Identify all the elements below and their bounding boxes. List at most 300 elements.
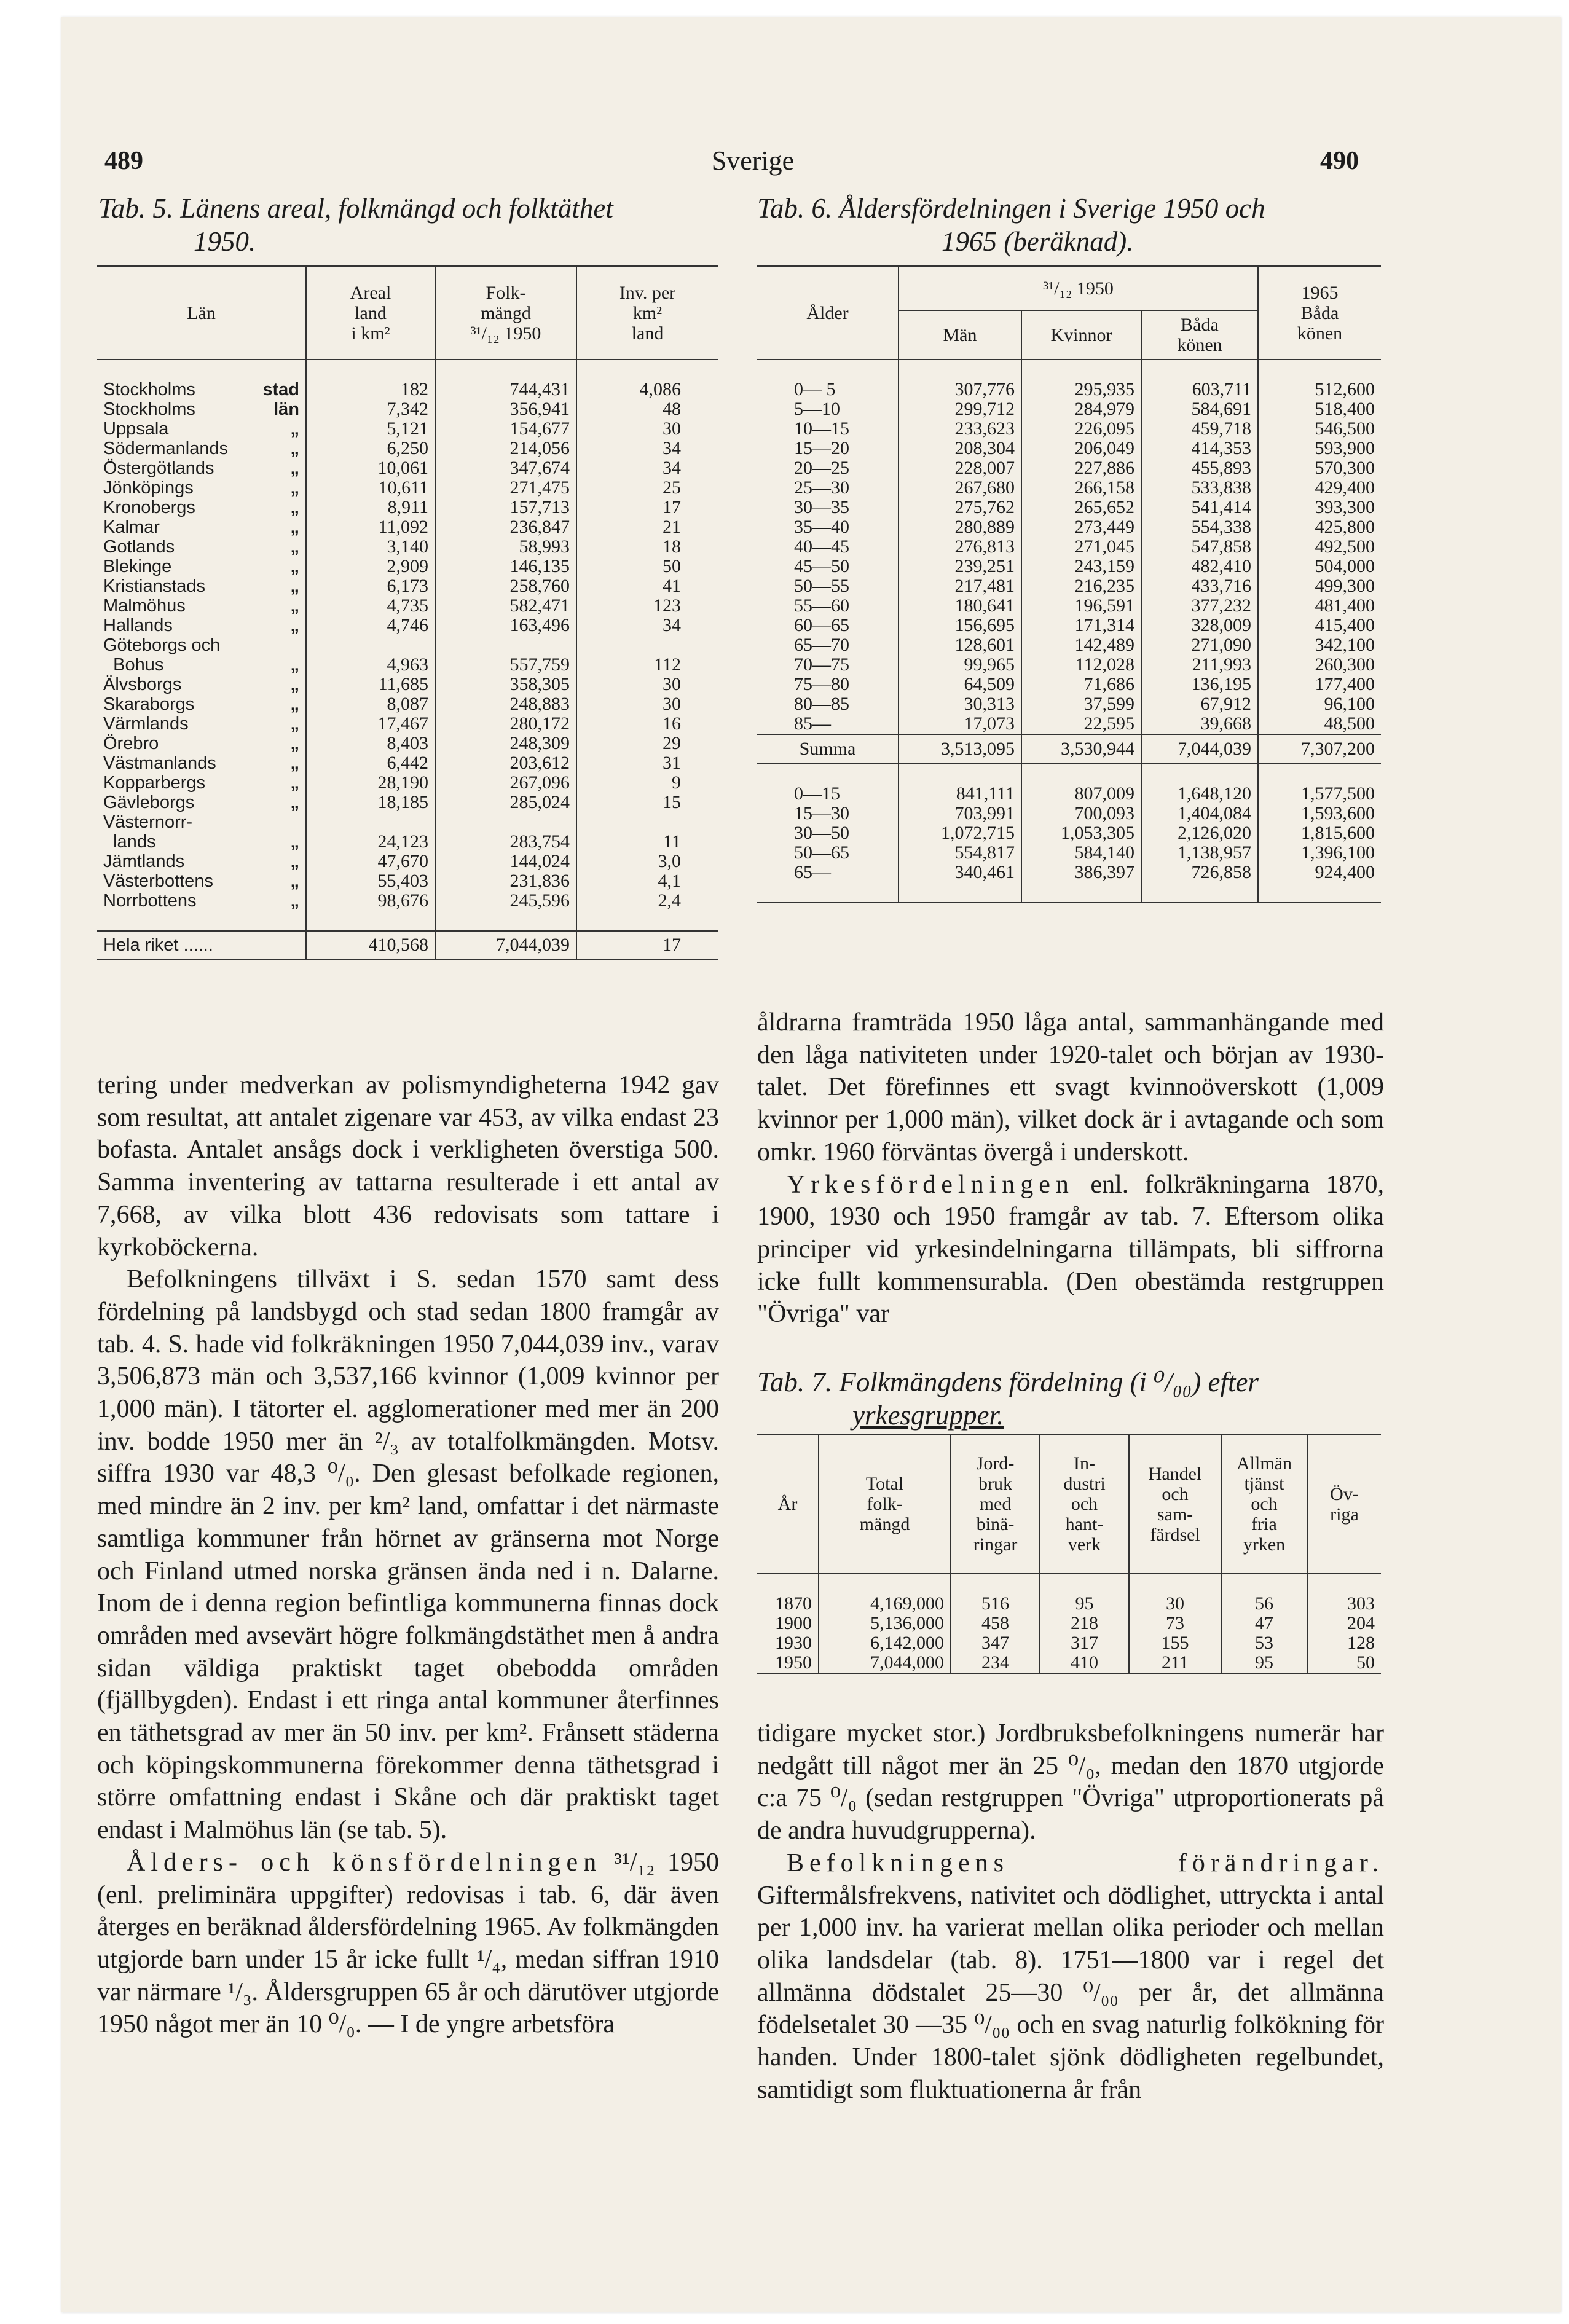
- tab5-inv: 9: [672, 772, 681, 793]
- tab5-lan-cell: [97, 655, 306, 675]
- tab5-inv: 30: [663, 674, 681, 694]
- text-right-top: [757, 1007, 1384, 1330]
- tab5-inv: 50: [663, 556, 681, 576]
- tab5-folk: 356,941: [435, 399, 576, 419]
- tab6-age: 25—30: [757, 478, 899, 498]
- tab5-lan-name: Stockholms: [103, 380, 195, 399]
- tab6-1965: 499,300: [1315, 576, 1375, 596]
- tab6-man: 275,762: [899, 498, 1021, 517]
- tab7-ovriga: 204: [1347, 1613, 1375, 1633]
- tab5-folk: 285,024: [435, 793, 576, 812]
- tab6-row: [757, 714, 1381, 734]
- tab5-caption-line2: 1950.: [194, 226, 256, 257]
- tab5-inv: 31: [663, 753, 681, 773]
- tab6-bada: 547,858: [1141, 537, 1258, 557]
- tab5-lan-qualifier: „: [290, 852, 299, 871]
- tab5-areal: 10,061: [306, 458, 435, 478]
- tab7-header-jordbruk: Jord- bruk med binä- ringar: [951, 1434, 1040, 1574]
- tab6-row: [757, 694, 1381, 714]
- tab5-total-inv: 17: [663, 935, 681, 955]
- paragraph: Yrkesfördelningen enl. folkräkningarna 1870, 1900, 1930 och 1950 framgår av tab. 7. Eftersom olika principer vid yrkesindelningarna tillämpats, bli siffrorna icke fullt kommensurabla. (Den obestämda restgruppen "Övriga" var: [757, 1170, 1384, 1329]
- tab6-group-row: [757, 863, 1381, 882]
- tab6-1965: 492,500: [1315, 536, 1375, 557]
- tab5-row: [97, 832, 718, 852]
- tab6-row: [757, 616, 1381, 635]
- tab6-bada: 136,195: [1141, 675, 1258, 694]
- tab7-total: 7,044,000: [819, 1653, 951, 1673]
- tab5-row: [97, 616, 718, 635]
- tab5-lan-cell: [97, 832, 306, 852]
- tab5-lan-name: Norrbottens: [103, 891, 197, 911]
- tab6-age: 40—45: [757, 537, 899, 557]
- tab6-man: 554,817: [899, 843, 1021, 863]
- tab6-kvinnor: 142,489: [1021, 635, 1141, 655]
- tab5-lan-name: Kalmar: [103, 517, 160, 537]
- tab5-lan-cell: [97, 714, 306, 734]
- tab5-folk: 358,305: [435, 675, 576, 694]
- tab5-inv: 123: [653, 595, 681, 616]
- tab6-age: 75—80: [757, 675, 899, 694]
- tab5-folk: 744,431: [435, 380, 576, 399]
- tab6-kvinnor: 22,595: [1021, 714, 1141, 734]
- tab7-row: [757, 1633, 1381, 1653]
- tab6-age: 0—15: [757, 784, 899, 804]
- tab5-lan-qualifier: „: [290, 557, 299, 576]
- tab6-kvinnor: 284,979: [1021, 399, 1141, 419]
- tab7-header-handel: Handel och sam- färdsel: [1129, 1434, 1221, 1574]
- tab5-lan-qualifier: län: [273, 399, 299, 419]
- tab5-inv: 17: [663, 497, 681, 517]
- tab6-kvinnor: 807,009: [1021, 784, 1141, 804]
- tab5-row: [97, 537, 718, 557]
- tab5-folk: 280,172: [435, 714, 576, 734]
- tab6-kvinnor: 226,095: [1021, 419, 1141, 439]
- tab6-age: 30—50: [757, 823, 899, 843]
- tab6-man: 280,889: [899, 517, 1021, 537]
- tab5-folk: 231,836: [435, 871, 576, 891]
- tab5-lan-qualifier: „: [290, 655, 299, 675]
- tab6-man: 156,695: [899, 616, 1021, 635]
- tab6-1965: 415,400: [1315, 615, 1375, 635]
- tab5-areal: 182: [306, 380, 435, 399]
- tab6-bada: 533,838: [1141, 478, 1258, 498]
- tab5-inv: 48: [663, 399, 681, 419]
- tab6-group-row: [757, 843, 1381, 863]
- tab5-lan-name: Malmöhus: [103, 596, 186, 616]
- paragraph: åldrarna framträda 1950 låga antal, sammanhängande med den låga nativiteten under 1920-talet och början av 1930-talet. Det förefinnes ett svagt kvinnoöverskott (1,009 kvinnor per 1,000 män), vilket dock är i avtagande och som omkr. 1960 förväntas övergå i underskott.: [757, 1008, 1384, 1166]
- tab6-age: 0— 5: [757, 380, 899, 399]
- tab5-areal: 8,403: [306, 734, 435, 753]
- tab5-areal: [306, 635, 435, 655]
- tab6-row: [757, 655, 1381, 675]
- tab6-row: [757, 537, 1381, 557]
- tab6-man: 180,641: [899, 596, 1021, 616]
- tab5-lan-name: Södermanlands: [103, 439, 229, 458]
- tab6-age: 65—: [757, 863, 899, 882]
- tab5-lan-cell: [97, 458, 306, 478]
- tab6-bada: 67,912: [1141, 694, 1258, 714]
- tab6-row: [757, 498, 1381, 517]
- tab5-row: [97, 517, 718, 537]
- tab6-bada: 433,716: [1141, 576, 1258, 596]
- tab5-lan-qualifier: „: [290, 419, 299, 439]
- tab5-total-folk: 7,044,039: [435, 931, 576, 959]
- tab5-row: [97, 576, 718, 596]
- tab5-inv: 30: [663, 694, 681, 714]
- tab6-1965: 518,400: [1315, 399, 1375, 419]
- tab7-industri: 317: [1040, 1633, 1129, 1653]
- tab5-caption: [98, 192, 762, 258]
- tab5-lan-name: Västerbottens: [103, 871, 213, 891]
- tab5-folk: 144,024: [435, 852, 576, 871]
- tab5-inv: 18: [663, 536, 681, 557]
- tab6-age: 10—15: [757, 419, 899, 439]
- tab5-row: [97, 380, 718, 399]
- tab5-lan-cell: [97, 596, 306, 616]
- tab7-header-total: Total folk- mängd: [819, 1434, 951, 1574]
- tab5-lan-cell: [97, 734, 306, 753]
- tab6-bada: 414,353: [1141, 439, 1258, 458]
- tab5-areal: 28,190: [306, 773, 435, 793]
- tab5-row: [97, 734, 718, 753]
- tab5-lan-cell: [97, 399, 306, 419]
- tab7-handel: 73: [1129, 1614, 1221, 1633]
- tab5-inv: 29: [663, 733, 681, 753]
- tab6-header-kvinnor: Kvinnor: [1021, 310, 1141, 359]
- tab6-1965: 481,400: [1315, 595, 1375, 616]
- tab5-areal: [306, 812, 435, 832]
- tab5-lan-cell: [97, 380, 306, 399]
- tab5-row: [97, 419, 718, 439]
- tab5-lan-qualifier: „: [290, 753, 299, 773]
- tab6-1965: 393,300: [1315, 497, 1375, 517]
- tab5-folk: 214,056: [435, 439, 576, 458]
- tab5-areal: 2,909: [306, 557, 435, 576]
- tab6-header-1950: ³¹/₁₂ 1950: [899, 266, 1258, 310]
- tab6-man: 17,073: [899, 714, 1021, 734]
- tab5-lan-qualifier: „: [290, 439, 299, 458]
- tab5-lan-name: Västmanlands: [103, 753, 216, 773]
- tab6-man: 276,813: [899, 537, 1021, 557]
- tab5-lan-name: Gävleborgs: [103, 793, 195, 812]
- tab5-row: [97, 852, 718, 871]
- tab6-row: [757, 478, 1381, 498]
- tab5-areal: 6,250: [306, 439, 435, 458]
- tab7-ar: 1870: [757, 1594, 819, 1614]
- tab5-lan-name: Skaraborgs: [103, 694, 195, 714]
- tab5-areal: 7,342: [306, 399, 435, 419]
- tab6-age: 20—25: [757, 458, 899, 478]
- tab5-inv: 2,4: [658, 890, 681, 911]
- tab5-areal: 11,092: [306, 517, 435, 537]
- tab5-lan-name: Östergötlands: [103, 458, 214, 478]
- tab5-inv: 4,086: [639, 379, 681, 399]
- tab7-ovriga: 50: [1356, 1652, 1375, 1673]
- tab6-kvinnor: 227,886: [1021, 458, 1141, 478]
- tab6-age: 50—55: [757, 576, 899, 596]
- tab6-group-row: [757, 804, 1381, 823]
- tab6-1965: 48,500: [1324, 713, 1375, 734]
- tab6-header-alder: Ålder: [757, 266, 899, 359]
- tab6-bada: 1,138,957: [1141, 843, 1258, 863]
- tab5-inv: 112: [654, 654, 681, 675]
- tab6-kvinnor: 266,158: [1021, 478, 1141, 498]
- tab6-kvinnor: 196,591: [1021, 596, 1141, 616]
- tab5-header-folk: Folk- mängd ³¹/₁₂ 1950: [435, 266, 576, 359]
- tab6-table: [757, 265, 1381, 903]
- tab7-handel: 211: [1129, 1653, 1221, 1673]
- tab5-lan-qualifier: „: [290, 616, 299, 635]
- tab6-man: 233,623: [899, 419, 1021, 439]
- tab6-bada: 482,410: [1141, 557, 1258, 576]
- tab7-header-ovriga: Öv- riga: [1330, 1483, 1359, 1525]
- tab6-man: 208,304: [899, 439, 1021, 458]
- tab6-man: 307,776: [899, 380, 1021, 399]
- tab6-bada: 726,858: [1141, 863, 1258, 882]
- tab6-1965: 504,000: [1315, 556, 1375, 576]
- tab5-folk: [435, 635, 576, 655]
- tab6-bada: 271,090: [1141, 635, 1258, 655]
- tab5-lan-cell: [97, 478, 306, 498]
- tab5-header-lan: Län: [97, 266, 306, 359]
- tab5-lan-qualifier: „: [290, 478, 299, 498]
- tab5-lan-cell: [97, 419, 306, 439]
- paragraph: tering under medverkan av polismyndigheterna 1942 gav som resultat, att antalet zigenare var 453, av vilka endast 23 bofasta. Antalet ansågs dock i verkligheten överstiga 500. Samma inventering av tattarna resulterade i ett antal av 7,668, av vilka blott 436 redovisats som tattare i kyrkoböckerna.: [97, 1071, 719, 1262]
- tab5-row: [97, 773, 718, 793]
- tab5-lan-cell: [97, 616, 306, 635]
- tab6-age: 80—85: [757, 694, 899, 714]
- tab6-bada: 603,711: [1141, 380, 1258, 399]
- tab6-age: 15—20: [757, 439, 899, 458]
- tab5-inv: 11: [663, 831, 681, 852]
- tab6-caption-line2: 1965 (beräknad).: [942, 226, 1134, 257]
- tab5-lan-name: Kopparbergs: [103, 773, 206, 793]
- tab5-lan-name: Uppsala: [103, 419, 169, 439]
- tab7-handel: 30: [1129, 1594, 1221, 1614]
- tab6-row: [757, 557, 1381, 576]
- tab6-1965: 425,800: [1315, 517, 1375, 537]
- tab5-lan-qualifier: „: [290, 458, 299, 478]
- tab7-header-industri: In- dustri och hant- verk: [1040, 1434, 1129, 1574]
- tab7-row: [757, 1594, 1381, 1614]
- tab5-folk: 248,883: [435, 694, 576, 714]
- tab6-kvinnor: 1,053,305: [1021, 823, 1141, 843]
- tab7-industri: 95: [1040, 1594, 1129, 1614]
- tab6-kvinnor: 265,652: [1021, 498, 1141, 517]
- tab6-man: 228,007: [899, 458, 1021, 478]
- tab5-lan-name: Örebro: [103, 734, 159, 753]
- tab5-lan-qualifier: „: [290, 773, 299, 793]
- tab5-folk: 557,759: [435, 655, 576, 675]
- tab7-allman: 95: [1221, 1653, 1307, 1673]
- tab5-lan-qualifier: „: [290, 694, 299, 714]
- tab6-kvinnor: 206,049: [1021, 439, 1141, 458]
- tab6-1965: 512,600: [1315, 379, 1375, 399]
- tab6-bada: 2,126,020: [1141, 823, 1258, 843]
- tab7-total: 4,169,000: [819, 1594, 951, 1614]
- tab5-caption-line1: Tab. 5. Länens areal, folkmängd och folktäthet: [98, 193, 613, 224]
- tab5-folk: 283,754: [435, 832, 576, 852]
- tab5-lan-cell: [97, 852, 306, 871]
- tab6-row: [757, 399, 1381, 419]
- tab5-lan-qualifier: „: [290, 891, 299, 911]
- tab5-lan-name: Stockholms: [103, 399, 195, 419]
- tab6-kvinnor: 584,140: [1021, 843, 1141, 863]
- tab5-folk: 248,309: [435, 734, 576, 753]
- tab5-folk: 154,677: [435, 419, 576, 439]
- tab6-summa-y65: 7,307,200: [1301, 739, 1375, 759]
- tab5-row: [97, 635, 718, 655]
- tab5-areal: 98,676: [306, 891, 435, 911]
- spaced-heading: Ålders- och könsfördelningen: [127, 1848, 602, 1877]
- tab5-lan-qualifier: „: [290, 537, 299, 557]
- tab6-age: 5—10: [757, 399, 899, 419]
- tab7-jordbruk: 516: [951, 1594, 1040, 1614]
- tab5-inv: 15: [663, 792, 681, 812]
- tab7-ar: 1950: [757, 1653, 819, 1673]
- tab5-folk: 267,096: [435, 773, 576, 793]
- tab6-kvinnor: 273,449: [1021, 517, 1141, 537]
- tab6-kvinnor: 243,159: [1021, 557, 1141, 576]
- tab5-lan-cell: [97, 557, 306, 576]
- tab6-age: 35—40: [757, 517, 899, 537]
- tab6-man: 64,509: [899, 675, 1021, 694]
- tab5-folk: 163,496: [435, 616, 576, 635]
- tab5-lan-qualifier: „: [290, 596, 299, 616]
- tab7-total: 6,142,000: [819, 1633, 951, 1653]
- tab5-folk: 203,612: [435, 753, 576, 773]
- tab5-lan-qualifier: „: [290, 714, 299, 734]
- tab6-bada: 39,668: [1141, 714, 1258, 734]
- tab5-lan-cell: [97, 576, 306, 596]
- tab5-row: [97, 812, 718, 832]
- tab7-jordbruk: 234: [951, 1653, 1040, 1673]
- tab5-folk: [435, 812, 576, 832]
- text-left: [97, 1069, 719, 2041]
- tab5-lan-cell: [97, 871, 306, 891]
- tab5-inv: 30: [663, 418, 681, 439]
- paragraph: Ålders- och könsfördelningen ³¹/₁₂ 1950 (enl. preliminära uppgifter) redovisas i tab. 6, där även återges en beräknad åldersfördelning 1965. Av folkmängden utgjorde barn under 15 år icke fullt ¹/₄, medan siffran 1910 var närmare ¹/₃. Åldersgruppen 65 år och därutöver utgjorde 1950 något mer än 10 ⁰/₀. — I de yngre arbetsföra: [97, 1848, 719, 2039]
- tab5-lan-cell: [97, 517, 306, 537]
- tab7-header-allman: Allmän tjänst och fria yrken: [1221, 1434, 1307, 1574]
- tab6-bada: 211,993: [1141, 655, 1258, 675]
- tab5-row: [97, 655, 718, 675]
- tab6-1965: 546,500: [1315, 418, 1375, 439]
- tab5-lan-qualifier: „: [290, 498, 299, 517]
- tab6-kvinnor: 700,093: [1021, 804, 1141, 823]
- tab5-row: [97, 694, 718, 714]
- tab5-inv: 41: [663, 576, 681, 596]
- tab6-bada: 455,893: [1141, 458, 1258, 478]
- tab6-bada: 377,232: [1141, 596, 1258, 616]
- spaced-heading: Befolkningens förändringar.: [787, 1848, 1384, 1877]
- tab6-row: [757, 439, 1381, 458]
- tab5-row: [97, 871, 718, 891]
- tab5-total-areal: 410,568: [306, 931, 435, 959]
- tab6-bada: 554,338: [1141, 517, 1258, 537]
- tab5-lan-cell: [97, 793, 306, 812]
- tab6-man: 99,965: [899, 655, 1021, 675]
- tab5-table: [97, 265, 718, 960]
- tab6-header-1965: 1965 Båda könen: [1258, 266, 1381, 359]
- tab6-caption-line1: Tab. 6. Åldersfördelningen i Sverige 1950 och: [757, 193, 1265, 224]
- tab5-inv: 34: [663, 615, 681, 635]
- tab5-areal: 24,123: [306, 832, 435, 852]
- tab5-header-inv: Inv. per km² land: [619, 282, 676, 343]
- tab5-lan-qualifier: „: [290, 517, 299, 537]
- tab6-age: 70—75: [757, 655, 899, 675]
- tab5-areal: 17,467: [306, 714, 435, 734]
- tab7-row: [757, 1614, 1381, 1633]
- tab7-industri: 410: [1040, 1653, 1129, 1673]
- tab5-folk: 582,471: [435, 596, 576, 616]
- tab5-row: [97, 753, 718, 773]
- tab6-1965: 1,577,500: [1301, 783, 1375, 804]
- tab5-lan-cell: [97, 812, 306, 832]
- tab5-row: [97, 399, 718, 419]
- tab5-folk: 347,674: [435, 458, 576, 478]
- tab5-lan-name: Jämtlands: [103, 852, 185, 871]
- tab5-row: [97, 557, 718, 576]
- tab6-man: 299,712: [899, 399, 1021, 419]
- tab6-row: [757, 635, 1381, 655]
- page-number-left: 489: [104, 147, 143, 175]
- tab5-folk: 157,713: [435, 498, 576, 517]
- tab6-1965: 1,593,600: [1301, 803, 1375, 823]
- tab5-lan-name: Kronobergs: [103, 498, 195, 517]
- tab6-row: [757, 380, 1381, 399]
- tab6-summa-row: [757, 734, 1381, 764]
- tab7-table: [757, 1434, 1381, 1674]
- tab6-kvinnor: 295,935: [1021, 380, 1141, 399]
- tab5-lan-cell: [97, 439, 306, 458]
- tab5-areal: 6,173: [306, 576, 435, 596]
- tab5-row: [97, 891, 718, 911]
- tab5-inv: 3,0: [658, 851, 681, 871]
- tab6-summa-bada: 7,044,039: [1141, 734, 1258, 764]
- tab5-row: [97, 714, 718, 734]
- tab6-1965: 1,815,600: [1301, 823, 1375, 843]
- tab7-jordbruk: 458: [951, 1614, 1040, 1633]
- tab6-age: 45—50: [757, 557, 899, 576]
- tab6-bada: 328,009: [1141, 616, 1258, 635]
- tab5-areal: 10,611: [306, 478, 435, 498]
- tab6-kvinnor: 112,028: [1021, 655, 1141, 675]
- tab7-ovriga: 303: [1347, 1593, 1375, 1614]
- tab7-allman: 47: [1221, 1614, 1307, 1633]
- tab6-bada: 1,404,084: [1141, 804, 1258, 823]
- tab5-lan-name: Älvsborgs: [103, 675, 182, 694]
- tab6-1965: 1,396,100: [1301, 842, 1375, 863]
- tab5-folk: 146,135: [435, 557, 576, 576]
- tab6-man: 267,680: [899, 478, 1021, 498]
- text-right-bottom: [757, 1717, 1384, 2106]
- tab5-header-areal: Areal land i km²: [306, 266, 435, 359]
- tab6-kvinnor: 37,599: [1021, 694, 1141, 714]
- tab7-jordbruk: 347: [951, 1633, 1040, 1653]
- tab7-total: 5,136,000: [819, 1614, 951, 1633]
- tab6-group-row: [757, 823, 1381, 843]
- tab6-row: [757, 596, 1381, 616]
- tab5-areal: 11,685: [306, 675, 435, 694]
- tab5-inv: [576, 635, 718, 655]
- tab5-folk: 271,475: [435, 478, 576, 498]
- tab5-lan-cell: [97, 675, 306, 694]
- tab5-row: [97, 498, 718, 517]
- tab6-1965: 260,300: [1315, 654, 1375, 675]
- tab5-lan-name: Göteborgs och: [103, 635, 221, 655]
- tab7-header-ar: År: [757, 1434, 819, 1574]
